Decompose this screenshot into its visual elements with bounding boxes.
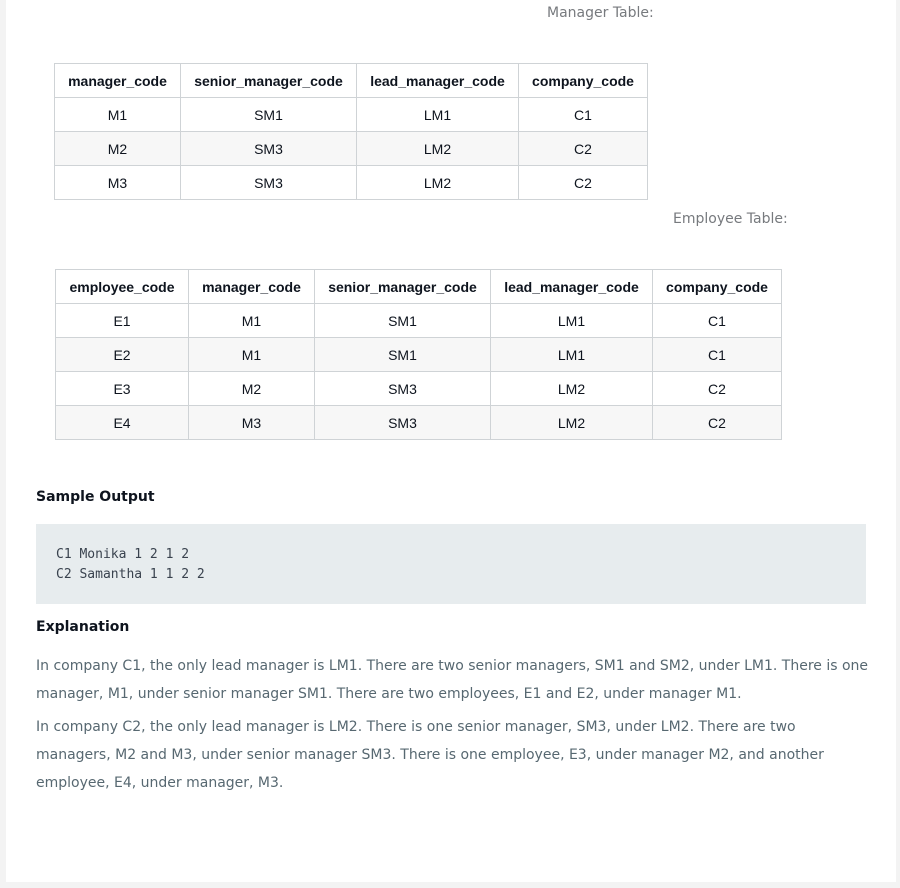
table-cell: SM3 (315, 406, 491, 440)
explanation-heading: Explanation (36, 619, 130, 635)
table-cell: LM2 (357, 166, 519, 200)
sample-output-code-block[interactable] (36, 524, 866, 604)
table-cell: SM1 (181, 98, 357, 132)
table-cell: E2 (56, 338, 189, 372)
column-header: company_code (653, 270, 782, 304)
table-cell: E1 (56, 304, 189, 338)
table-cell: C1 (519, 98, 648, 132)
table-row (55, 166, 648, 200)
code-line: C2 Samantha 1 1 2 2 (56, 567, 205, 582)
table-cell: LM2 (357, 132, 519, 166)
problem-content-panel (6, 0, 896, 882)
column-header: lead_manager_code (357, 64, 519, 98)
table-header-row (55, 64, 648, 98)
table-cell: SM1 (315, 338, 491, 372)
employee-table (55, 269, 782, 440)
table-cell: C2 (653, 406, 782, 440)
table-row (55, 132, 648, 166)
column-header: manager_code (189, 270, 315, 304)
column-header: senior_manager_code (315, 270, 491, 304)
table-cell: M3 (55, 166, 181, 200)
table-cell: M2 (55, 132, 181, 166)
table-cell: C1 (653, 304, 782, 338)
employee-table-caption: Employee Table: (673, 211, 788, 227)
table-cell: C2 (519, 132, 648, 166)
sample-output-heading: Sample Output (36, 489, 155, 505)
table-row (56, 304, 782, 338)
table-cell: C2 (653, 372, 782, 406)
column-header: lead_manager_code (491, 270, 653, 304)
code-line: C1 Monika 1 2 1 2 (56, 547, 190, 562)
table-cell: E3 (56, 372, 189, 406)
table-cell: M1 (189, 304, 315, 338)
table-cell: SM1 (315, 304, 491, 338)
explanation-paragraph: In company C1, the only lead manager is LM1. There are two senior managers, SM1 and SM2, under LM1. There is one manager, M1, under senior manager SM1. There are two employees, E1 and E2, under manager M1. (36, 658, 869, 702)
table-cell: C1 (653, 338, 782, 372)
table-cell: LM2 (491, 372, 653, 406)
table-cell: E4 (56, 406, 189, 440)
column-header: employee_code (56, 270, 189, 304)
table-cell: LM1 (491, 338, 653, 372)
manager-table-caption: Manager Table: (547, 5, 654, 21)
column-header: senior_manager_code (181, 64, 357, 98)
table-cell: M1 (55, 98, 181, 132)
table-cell: LM1 (357, 98, 519, 132)
table-cell: M2 (189, 372, 315, 406)
column-header: manager_code (55, 64, 181, 98)
table-cell: SM3 (181, 132, 357, 166)
manager-table (54, 63, 648, 200)
column-header: company_code (519, 64, 648, 98)
table-row (55, 98, 648, 132)
table-header-row (56, 270, 782, 304)
table-cell: SM3 (181, 166, 357, 200)
table-row (56, 372, 782, 406)
explanation-paragraph: In company C2, the only lead manager is LM2. There is one senior manager, SM3, under LM2. There are two managers, M2 and M3, under senior manager SM3. There is one employee, E3, under manager M2, and another employee, E4, under manager, M3. (36, 719, 824, 791)
table-cell: M3 (189, 406, 315, 440)
table-cell: M1 (189, 338, 315, 372)
table-cell: LM2 (491, 406, 653, 440)
table-row (56, 338, 782, 372)
table-cell: SM3 (315, 372, 491, 406)
table-cell: LM1 (491, 304, 653, 338)
table-row (56, 406, 782, 440)
table-cell: C2 (519, 166, 648, 200)
